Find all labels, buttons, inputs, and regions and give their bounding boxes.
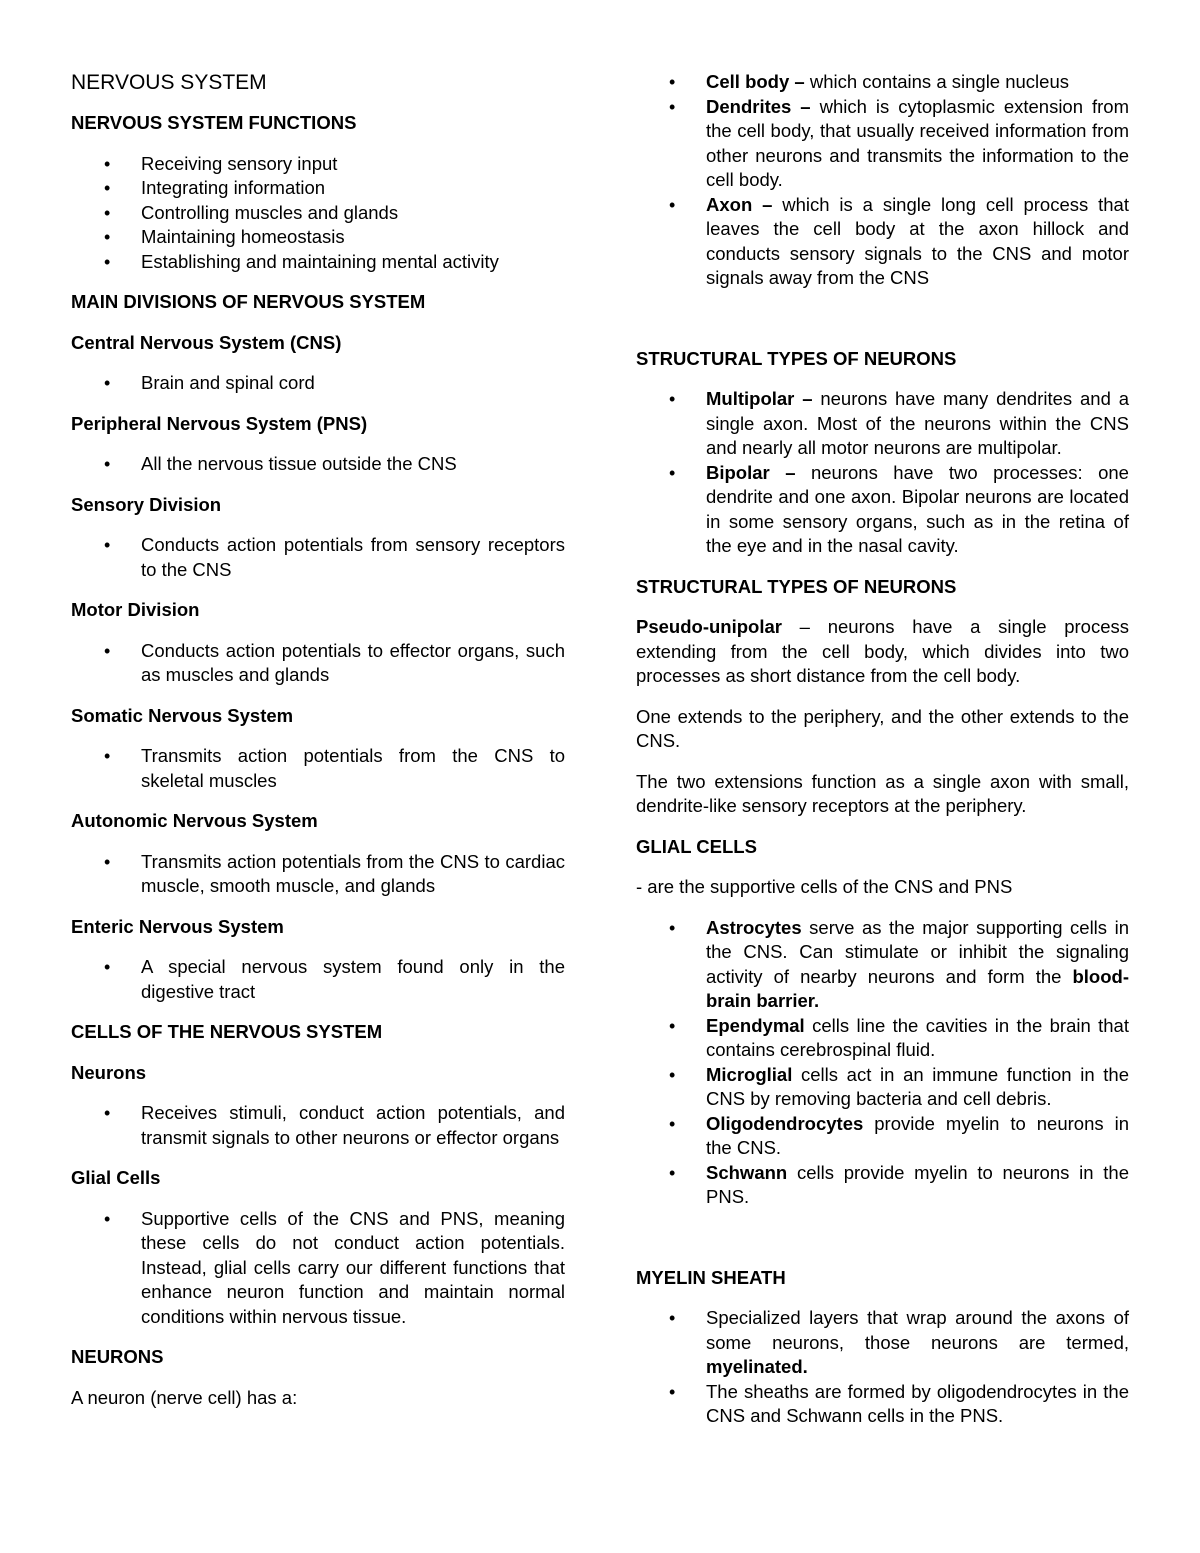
list-item: • All the nervous tissue outside the CNS — [71, 452, 565, 477]
paragraph: The two extensions function as a single axon with small, dendrite-like sensory receptors at the periphery. — [636, 770, 1129, 816]
motor-heading: Motor Division — [71, 599, 200, 620]
term: Ependymal — [706, 1014, 805, 1036]
cns-heading: Central Nervous System (CNS) — [71, 331, 342, 353]
pseudo-unipolar-paragraph: Pseudo-unipolar – neurons have a single process extending from the cell body, which divides into two processes as short distance from the cell body. — [636, 616, 1129, 686]
myelin-heading: MYELIN SHEATH — [636, 1266, 786, 1288]
list-item: • Transmits action potentials from the CNS to skeletal muscles — [71, 744, 565, 793]
paragraph: One extends to the periphery, and the other extends to the CNS. — [636, 705, 1129, 751]
list-item: • Establishing and maintaining mental activity — [71, 250, 565, 275]
term: Bipolar – — [706, 461, 796, 483]
list-item: • Integrating information — [71, 176, 565, 201]
list-item: • Dendrites – which is cytoplasmic extension from the cell body, that usually received information from other neurons and transmits the information to the cell body. — [636, 95, 1129, 193]
glial-list — [71, 1207, 565, 1330]
list-item: • Schwann cells provide myelin to neurons in the PNS. — [636, 1161, 1129, 1210]
list-item: • Cell body – which contains a single nucleus — [636, 70, 1129, 95]
structural-heading-2: STRUCTURAL TYPES OF NEURONS — [636, 575, 957, 597]
term: Astrocytes — [706, 916, 802, 938]
term: Dendrites – — [706, 95, 811, 117]
sensory-heading: Sensory Division — [71, 493, 222, 515]
list-item: • Supportive cells of the CNS and PNS, meaning these cells do not conduct action potentials. Instead, glial cells carry our different functions that enhance neuron function and maintain normal conditions within nervous tissue. — [71, 1207, 565, 1330]
structural-types-list — [636, 387, 1129, 559]
divisions-heading: MAIN DIVISIONS OF NERVOUS SYSTEM — [71, 291, 426, 312]
left-column — [71, 70, 565, 1426]
somatic-list — [71, 744, 565, 793]
myelin-list — [636, 1306, 1129, 1429]
neurons-list — [71, 1101, 565, 1150]
term: Oligodendrocytes — [706, 1112, 864, 1134]
term: Pseudo-unipolar — [636, 616, 782, 637]
list-item: • Controlling muscles and glands — [71, 201, 565, 226]
enteric-heading: Enteric Nervous System — [71, 915, 284, 937]
term: Multipolar – — [706, 388, 813, 409]
list-item: • The sheaths are formed by oligodendrocytes in the CNS and Schwann cells in the PNS. — [636, 1380, 1129, 1429]
somatic-heading: Somatic Nervous System — [71, 704, 294, 726]
term: Microglial — [706, 1063, 793, 1085]
neurons-subheading: Neurons — [71, 1061, 147, 1083]
list-item: • Multipolar – neurons have many dendrites and a single axon. Most of the neurons within the CNS and nearly all motor neurons are multipolar. — [636, 387, 1129, 461]
cns-list — [71, 371, 565, 396]
motor-list — [71, 639, 565, 688]
spacer — [636, 1226, 1129, 1266]
neurons-heading: NEURONS — [71, 1346, 164, 1367]
functions-heading: NERVOUS SYSTEM FUNCTIONS — [71, 112, 357, 133]
sensory-list — [71, 533, 565, 582]
autonomic-list — [71, 850, 565, 899]
list-item: • Receiving sensory input — [71, 152, 565, 177]
list-item: • Brain and spinal cord — [71, 371, 565, 396]
pns-heading: Peripheral Nervous System (PNS) — [71, 412, 368, 434]
enteric-list — [71, 955, 565, 1004]
structural-heading: STRUCTURAL TYPES OF NEURONS — [636, 347, 957, 369]
glial-intro: - are the supportive cells of the CNS and PNS — [636, 876, 1013, 897]
autonomic-heading: Autonomic Nervous System — [71, 810, 318, 831]
list-item: • Oligodendrocytes provide myelin to neurons in the CNS. — [636, 1112, 1129, 1161]
term: Cell body – — [706, 71, 805, 92]
cells-heading: CELLS OF THE NERVOUS SYSTEM — [71, 1021, 383, 1042]
list-item: • Bipolar – neurons have two processes: one dendrite and one axon. Bipolar neurons are located in some sensory organs, such as in the retina of the eye and in the nasal cavity. — [636, 461, 1129, 559]
spacer — [636, 307, 1129, 347]
list-item: • Axon – which is a single long cell process that leaves the cell body at the axon hillock and conducts sensory signals to the CNS and motor signals away from the CNS — [636, 193, 1129, 291]
glial-heading: GLIAL CELLS — [636, 835, 757, 857]
glial-subheading: Glial Cells — [71, 1167, 161, 1188]
neuron-parts-list — [636, 70, 1129, 291]
pns-list — [71, 452, 565, 477]
term: Schwann — [706, 1161, 788, 1183]
list-item: • Specialized layers that wrap around the axons of some neurons, those neurons are termed, myelinated. — [636, 1306, 1129, 1380]
term: Axon – — [706, 193, 773, 215]
glial-types-list — [636, 916, 1129, 1210]
list-item: • Receives stimuli, conduct action potentials, and transmit signals to other neurons or effector organs — [71, 1101, 565, 1150]
list-item: • Microglial cells act in an immune function in the CNS by removing bacteria and cell debris. — [636, 1063, 1129, 1112]
neuron-intro: A neuron (nerve cell) has a: — [71, 1386, 298, 1408]
functions-list — [71, 152, 565, 275]
list-item: • Astrocytes serve as the major supporting cells in the CNS. Can stimulate or inhibit the signaling activity of nearby neurons and form the blood-brain barrier. — [636, 916, 1129, 1014]
list-item: • Conducts action potentials to effector organs, such as muscles and glands — [71, 639, 565, 688]
right-column — [636, 70, 1129, 1445]
list-item: • Transmits action potentials from the CNS to cardiac muscle, smooth muscle, and glands — [71, 850, 565, 899]
list-item: • Ependymal cells line the cavities in the brain that contains cerebrospinal fluid. — [636, 1014, 1129, 1063]
list-item: • A special nervous system found only in the digestive tract — [71, 955, 565, 1004]
document-title: NERVOUS SYSTEM — [71, 71, 267, 94]
list-item: • Conducts action potentials from sensory receptors to the CNS — [71, 533, 565, 582]
list-item: • Maintaining homeostasis — [71, 225, 565, 250]
